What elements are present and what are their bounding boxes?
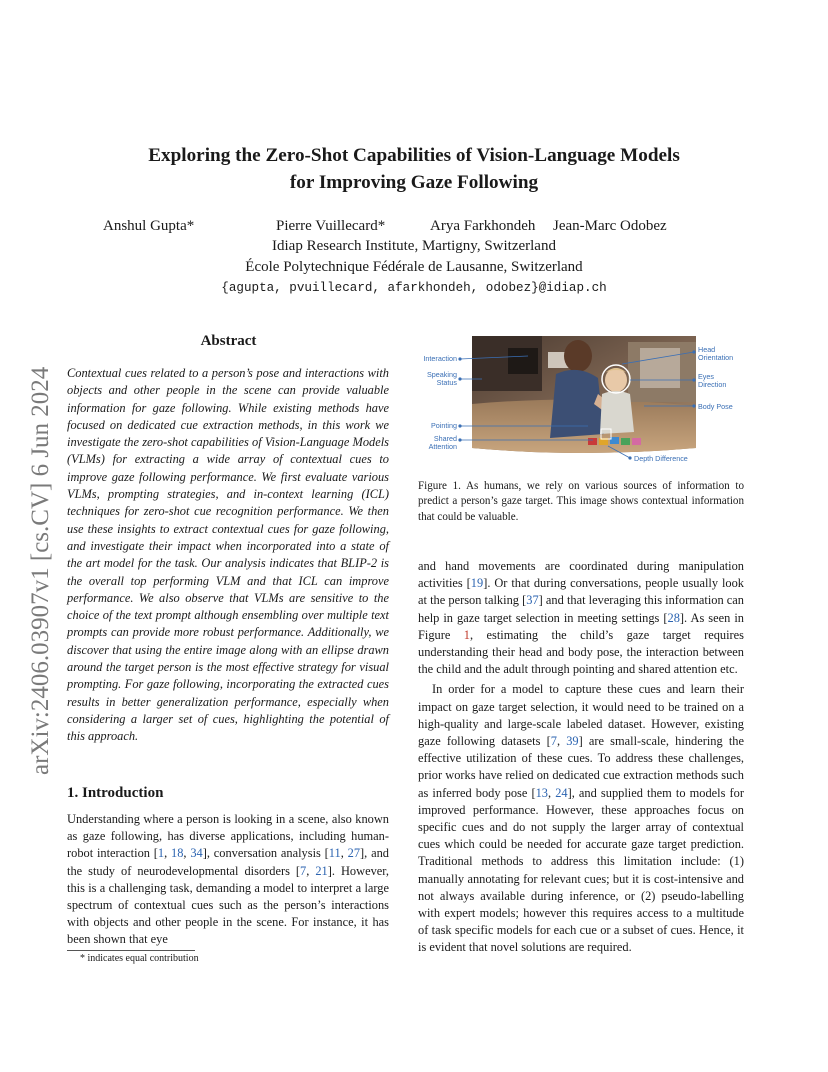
citation-link[interactable]: 7 (550, 734, 557, 749)
fig-label-status: Status (436, 378, 457, 387)
arxiv-stamp (16, 305, 60, 775)
citation-link[interactable]: 21 (315, 863, 328, 878)
citation-link[interactable]: 13 (535, 785, 548, 800)
citation-link[interactable]: 27 (347, 846, 361, 861)
author-2: Pierre Vuillecard* (276, 218, 386, 234)
author-4: Jean-Marc Odobez (553, 218, 667, 234)
title-line-2: for Improving Gaze Following (289, 172, 539, 193)
fig-label-pointing: Pointing (431, 421, 457, 430)
fig-label-orientation: Orientation (698, 353, 734, 362)
fig-label-depth: Depth Difference (634, 454, 688, 463)
fig-label-attention: Attention (428, 442, 457, 451)
citation-link[interactable]: 18 (171, 846, 184, 861)
citation-link[interactable]: 19 (470, 576, 484, 591)
fig-label-head: Head (698, 345, 716, 354)
intro-right-column (418, 558, 744, 957)
citation-link[interactable]: 1 (157, 846, 165, 861)
photo (472, 336, 696, 453)
author-1: Anshul Gupta* (103, 218, 195, 234)
figure-1-caption: Figure 1. As humans, we rely on various sources of information to predict a person’s gaze target. This image shows contextual information that could be valuable. (418, 480, 744, 523)
fig-label-speaking: Speaking (427, 370, 457, 379)
figure-1-illustration (418, 334, 743, 468)
intro-paragraph-3: In order for a model to capture these cues and learn their impact on gaze target selection, it would need to be trained on a high-quality and large-scale labeled dataset. However, existing gaze following datasets [7, 39] are small-scale, hindering the effective utilization of these cues. To address these challenges, prior works have relied on dedicated cue extraction methods such as inferred body pose [13, 24], and supplied them to models for improved performance. However, these approaches focus on specific cues and do not supply the larger array of contextual cues which could be needed for accurate gaze target prediction. Traditional methods to address this limitation include: (1) manually annotating for relevant cues; but it is cost-intensive and not always available during inference, or (2) pseudo-labelling with expert models; however this requires access to a multitude of task specific models for each cue or a subset of cues. Hence, it is evident that novel solutions are required. (418, 682, 745, 955)
figure-1 (418, 334, 743, 468)
intro-paragraph-2: and hand movements are coordinated during manipulation activities [19]. Or that during conversations, people usually look at the person talking [37] and that leveraging this information can help in gaze target selection in meeting settings [28]. As seen in Figure 1, estimating the child’s gaze target requires understanding their head and body pose, the interaction between the child and the adult through pointing and shared attention etc. (418, 559, 745, 677)
fig-label-shared: Shared (433, 434, 457, 443)
author-emails: {agupta, pvuillecard, afarkhondeh, odobez}@idiap.ch (221, 281, 607, 295)
citation-link[interactable]: 37 (526, 593, 539, 608)
citation-link[interactable]: 34 (190, 846, 203, 861)
citation-link[interactable]: 28 (667, 610, 680, 625)
fig-label-direction: Direction (698, 380, 727, 389)
author-3: Arya Farkhondeh (430, 218, 536, 234)
section-heading-introduction: 1. Introduction (67, 785, 164, 801)
abstract-heading: Abstract (200, 333, 257, 349)
fig-label-body-pose: Body Pose (698, 402, 733, 411)
footnote-rule (67, 950, 195, 951)
affiliation-2: École Polytechnique Fédérale de Lausanne, Switzerland (245, 259, 583, 275)
footnote: * indicates equal contribution (80, 953, 199, 964)
title-line-1: Exploring the Zero-Shot Capabilities of Vision-Language Models (148, 145, 680, 166)
arxiv-id: arXiv:2406.03907v1 [cs.CV] 6 Jun 2024 (27, 366, 54, 775)
citation-link[interactable]: 24 (555, 785, 568, 800)
intro-left-paragraph: Understanding where a person is looking in a scene, also known as gaze following, has diverse applications, including human-robot interaction [1, 18, 34], conversation analysis [11, 27], and the study of neurodevelopmental disorders [7, 21]. However, this is a challenging task, demanding a model to interpret a large spectrum of contextual cues such as the person’s interactions with objects and other people in the scene. For instance, it has been shown that eye (67, 812, 389, 947)
citation-link[interactable]: 7 (300, 863, 307, 878)
paper-title (60, 142, 768, 196)
citation-link[interactable]: 39 (566, 734, 579, 749)
figure-reference-link[interactable]: 1 (463, 627, 470, 642)
fig-label-eyes: Eyes (698, 372, 714, 381)
affiliation-1: Idiap Research Institute, Martigny, Switzerland (272, 238, 556, 254)
citation-link[interactable]: 11 (328, 846, 341, 861)
abstract-text: Contextual cues related to a person’s pose and interactions with objects and other people in the scene can provide valuable information for gaze following. While existing methods have focused on dedicated cue extraction methods, in this work we investigate the zero-shot capabilities of Vision-Language Models (VLMs) for extracting a wide array of contextual cues to improve gaze following performance. We first evaluate various VLMs, prompting strategies, and in-context learning (ICL) techniques for zero-shot cue recognition performance. We then use these insights to extract contextual cues for gaze following, and investigate their impact when incorporated into a state of the art model for the task. Our analysis indicates that BLIP-2 is the overall top performing VLM and that ICL can improve performance. We also observe that VLMs are sensitive to the choice of the text prompt although ensembling over multiple text prompts can provide more robust performance. Additionally, we discover that using the entire image along with an ellipse drawn around the target person is the most effective strategy for visual prompting. For gaze following, incorporating the extracted cues results in better generalization performance, especially when considering a larger set of cues, highlighting the potential of this approach. (67, 366, 389, 744)
fig-label-interaction: Interaction (423, 354, 457, 363)
